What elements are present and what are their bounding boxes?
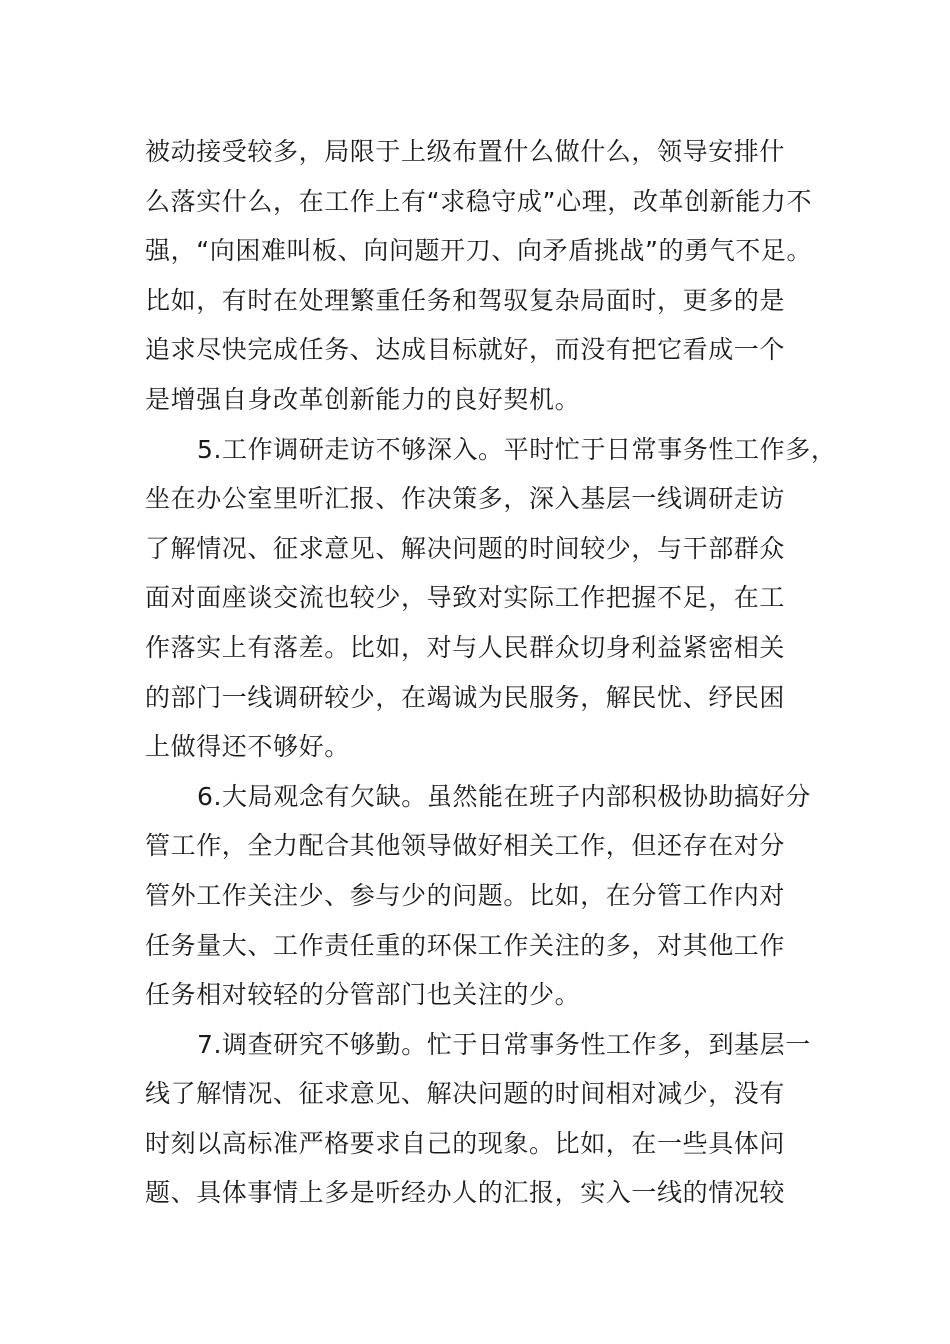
text-line: 被动接受较多，局限于上级布置什么做什么，领导安排什	[145, 137, 786, 166]
paragraph-start-item-5: 5.工作调研走访不够深入。平时忙于日常事务性工作多，	[197, 434, 837, 464]
text-line: 上做得还不够好。	[145, 732, 350, 762]
text-line: 比如，有时在处理繁重任务和驾驭复杂局面时，更多的是	[145, 285, 786, 315]
text-line: 了解情况、征求意见、解决问题的时间较少，与干部群众	[145, 533, 786, 563]
text-line: 作落实上有落差。比如，对与人民群众切身利益紧密相关	[145, 632, 786, 662]
text-line: 的部门一线调研较少，在竭诚为民服务，解民忧、纾民困	[145, 682, 786, 712]
text-line: 么落实什么，在工作上有“求稳守成”心理，改革创新能力不	[145, 186, 813, 216]
text-line: 强，“向困难叫板、向问题开刀、向矛盾挑战”的勇气不足。	[145, 236, 813, 266]
text-line: 线了解情况、征求意见、解决问题的时间相对减少，没有	[145, 1079, 786, 1109]
text-line: 任务相对较轻的分管部门也关注的少。	[145, 980, 581, 1010]
text-line: 面对面座谈交流也较少，导致对实际工作把握不足，在工	[145, 583, 786, 613]
text-line: 坐在办公室里听汇报、作决策多，深入基层一线调研走访	[145, 484, 786, 514]
text-line: 任务量大、工作责任重的环保工作关注的多，对其他工作	[145, 930, 786, 960]
text-line: 是增强自身改革创新能力的良好契机。	[145, 384, 581, 414]
text-line: 时刻以高标准严格要求自己的现象。比如，在一些具体问	[145, 1128, 786, 1158]
text-line: 管外工作关注少、参与少的问题。比如，在分管工作内对	[145, 880, 786, 910]
paragraph-start-item-7: 7.调查研究不够勤。忙于日常事务性工作多，到基层一	[197, 1029, 811, 1059]
document-body	[145, 127, 837, 1218]
text-line: 追求尽快完成任务、达成目标就好，而没有把它看成一个	[145, 335, 786, 365]
paragraph-start-item-6: 6.大局观念有欠缺。虽然能在班子内部积极协助搞好分	[197, 781, 811, 811]
text-line: 管工作，全力配合其他领导做好相关工作，但还存在对分	[145, 831, 786, 861]
text-line: 题、具体事情上多是听经办人的汇报，实入一线的情况较	[145, 1178, 786, 1208]
